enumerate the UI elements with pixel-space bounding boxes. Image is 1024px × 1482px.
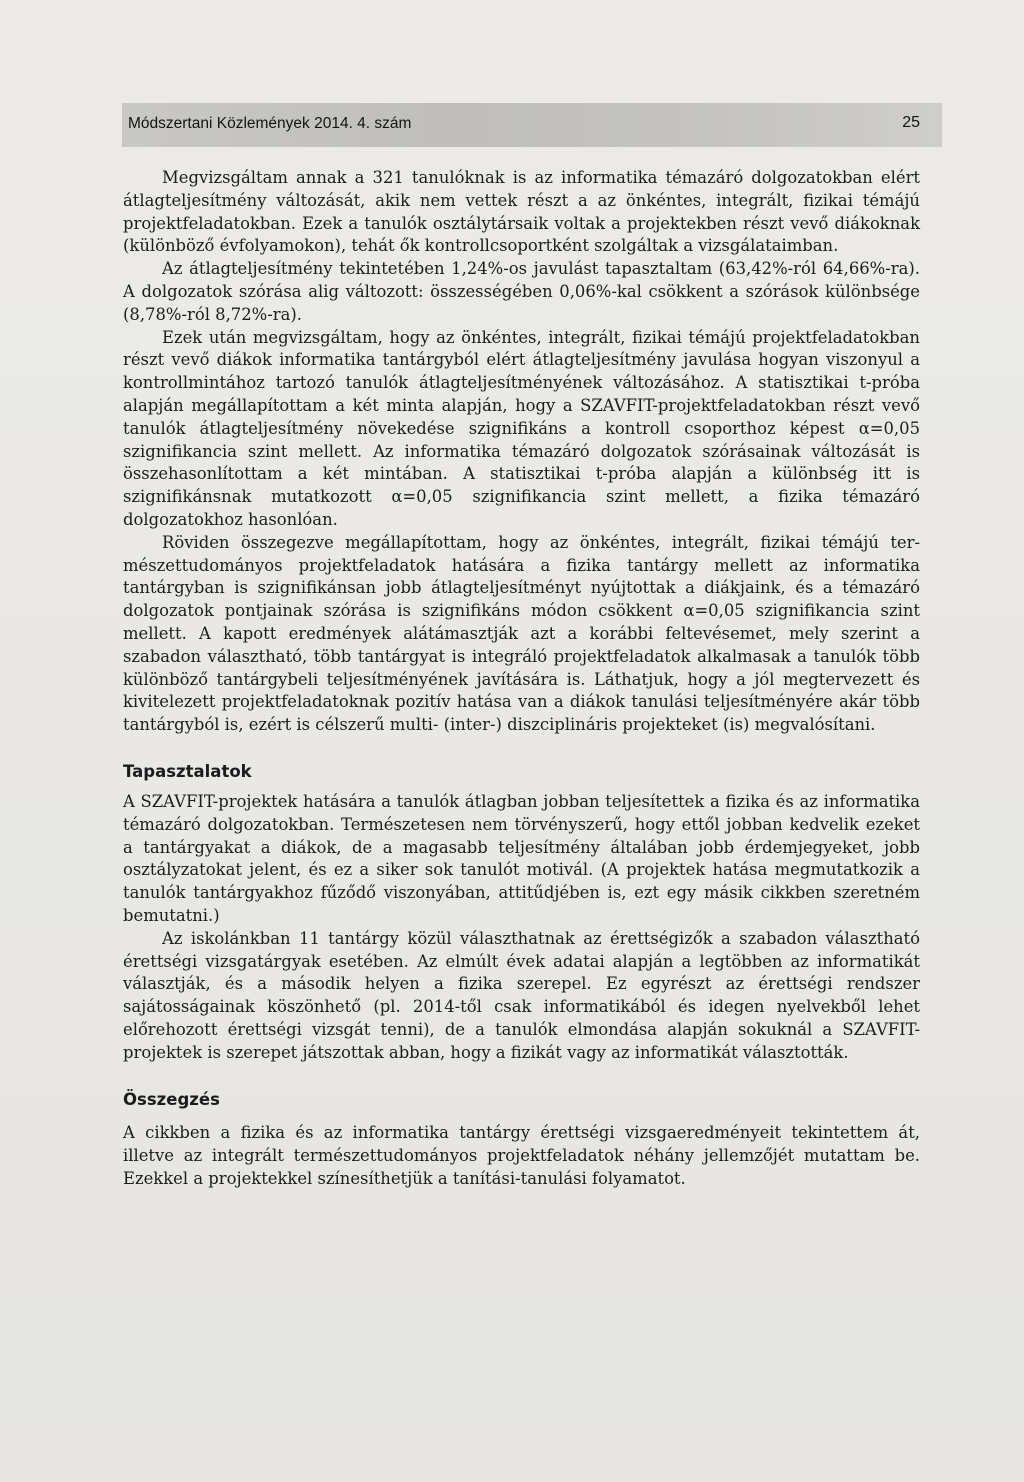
section-heading-summary: Összegzés	[123, 1090, 220, 1110]
paragraph-average-results: Az átlagteljesítmény tekintetében 1,24%-os javulást tapasztaltam (63,42%-ról 64,66%-ra). A dolgozatok szórása alig változott: összességében 0,06%-kal csökkent a szórások különbsége (8,78%-ról 8,72%-ra).	[123, 259, 920, 324]
running-header	[122, 103, 942, 147]
article-body	[123, 167, 920, 1191]
journal-title: Módszertani Közlemények 2014. 4. szám	[128, 115, 412, 132]
paragraph-short-summary: Röviden összegezve megállapítottam, hogy az önkéntes, integrált, fizikai témájú természettudományos projektfeladatok hatására a fizika tantárgy mellett az informatika tantárgyban is szignifikánsan jobb átlagteljesítményt nyújtottak a diákjaink, és a témazáró dolgozatok pontjainak szórása is szignifikáns módon csökkent α=0,05 szignifikancia szint mellett. A kapott eredmények alátámasztják azt a korábbi feltevésemet, mely szerint a szabadon választható, több tantárgyat is integráló projektfeladatok alkalmasak a tanulók több különböző tantárgybeli teljesítményének javítására is. Láthatjuk, hogy a jól megtervezett és kivitelezett projektfeladatoknak pozitív hatása van a diákok tanulási teljesítményére akár több tantárgyból is, ezért is célszerű multi- (inter-) diszciplináris projekteket (is) megvalósítani.	[123, 532, 920, 735]
paragraph-control-group: Megvizsgáltam annak a 321 tanulóknak is az informatika témazáró dolgozatokban elért átlagteljesítmény változását, akik nem vettek részt a az önkéntes, integrált, fizikai témájú projektfeladatokban. Ezek a tanulók osztálytársaik voltak a projektekben részt vevő diákoknak (különböző évfolyamokon), tehát ők kontrollcsoportként szolgáltak a vizsgálataimban.	[123, 168, 920, 256]
section-heading-experiences: Tapasztalatok	[123, 761, 252, 781]
paragraph-experiences-2: Az iskolánkban 11 tantárgy közül választhatnak az érettségizők a szabadon választható érettségi vizsgatárgyak esetében. Az elmúlt évek adatai alapján a legtöbben az informatikát választják, és a második helyen a fizika szerepel. Ez egyrészt az érettségi rendszer sajátosságainak köszönhető (pl. 2014-től csak informatikából és idegen nyelvekből lehet előrehozott érettségi vizsgát tenni), de a tanulók elmondása alapján sokuknál a SZAVFIT-projektek is szerepet játszottak abban, hogy a fizikát vagy az informatikát választották.	[123, 928, 920, 1062]
page-number: 25	[902, 114, 920, 131]
paragraph-t-test: Ezek után megvizsgáltam, hogy az önkéntes, integrált, fizikai témájú projektfeladatokban részt vevő diákok informatika tantárgyból elért átlagteljesítmény javulása hogyan viszonyul a kontrollmintához tartozó tanulók átlagteljesítményének változásához. A statisztikai t-próba alapján megállapítottam a két minta alapján, hogy a SZAVFIT-projektfeladatokban részt vevő tanulók átlagteljesítmény növekedése szignifikáns a kontroll csoporthoz képest α=0,05 szignifikancia szint mellett. Az informatika témazáró dolgozatok szórásainak változását is összehasonlítottam a két mintában. A statisztikai t-próba alapján a különbség itt is szignifikánsnak mutatkozott α=0,05 szignifikancia szint mellett, a fizika témazáró dolgozatokhoz hasonlóan.	[123, 327, 920, 529]
paragraph-summary: A cikkben a fizika és az informatika tantárgy érettségi vizsgaeredményeit tekintettem át, illetve az integrált természettudományos projektfeladatok néhány jellemzőjét mutattam be. Ezekkel a projektekkel színesíthetjük a tanítási-tanulási folyamatot.	[123, 1123, 920, 1189]
paragraph-experiences-1: A SZAVFIT-projektek hatására a tanulók átlagban jobban teljesítettek a fizika és az informatika témazáró dolgozatokban. Természetesen nem törvényszerű, hogy ettől jobban kedvelik ezeket a tantárgyakat a diákok, de a magasabb teljesítmény általában jobb érdemjegyeket, jobb osztályzatokat jelent, és ez a siker sok tanulót motivál. (A projektek hatása megmutatkozik a tanulók tantárgyakhoz fűződő viszonyában, attitűdjében is, ezt egy másik cikkben szeretném bemutatni.)	[123, 791, 920, 925]
